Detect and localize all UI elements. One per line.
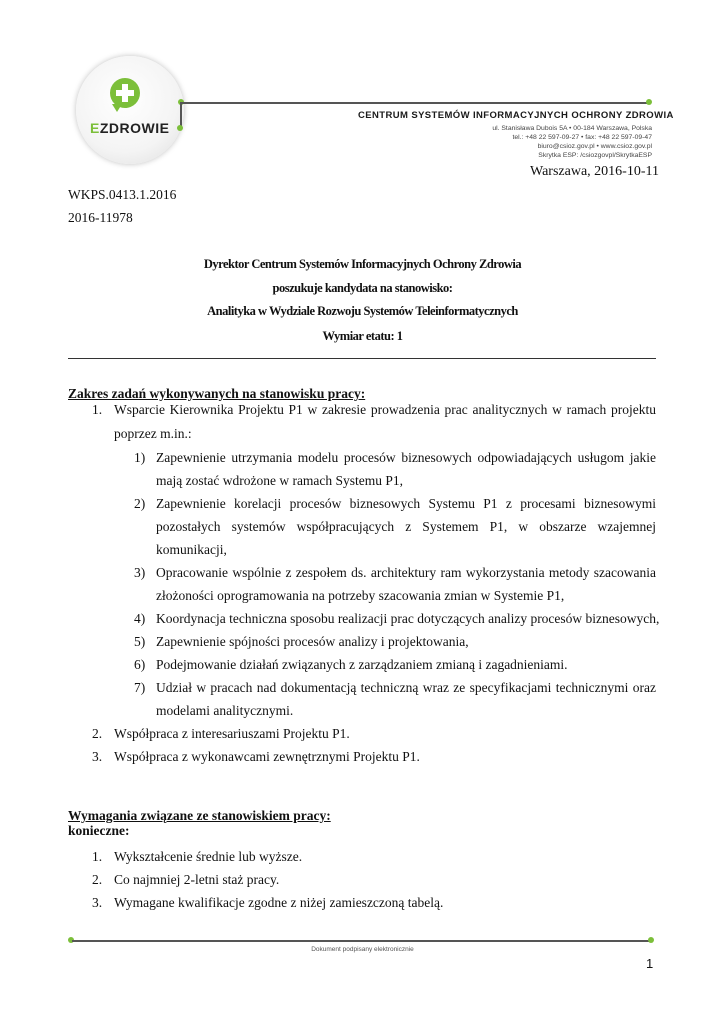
sublist-item-text: Udział w pracach nad dokumentacją techniczną wraz ze specyfikacjami technicznymi oraz <box>156 680 656 695</box>
heading-director: Dyrektor Centrum Systemów Informacyjnych Ochrony Zdrowia <box>203 257 522 271</box>
sublist-item-text: pozostałych systemów współpracujących z Systemem P1, w obszarze wzajemnej <box>156 519 656 534</box>
list-item-number: 3. <box>92 895 103 910</box>
list-item-number: 1. <box>92 402 103 417</box>
list-item-text: Wymagane kwalifikacje zgodne z niżej zamieszczoną tabelą. <box>114 895 444 910</box>
sublist-item-text: mają zostać wdrożone w ramach Systemu P1, <box>156 473 404 488</box>
heading-divider <box>68 358 656 359</box>
list-item-text: Współpraca z interesariuszami Projektu P1. <box>114 726 350 741</box>
sublist-item-number: 6) <box>134 657 146 672</box>
sublist-item-number: 3) <box>134 565 146 580</box>
sublist-item-text: Opracowanie wspólnie z zespołem ds. architektury ram wykorzystania metody szacowania <box>156 565 656 580</box>
heading-position: Analityka w Wydziale Rozwoju Systemów Teleinformatycznych <box>207 304 518 318</box>
list-item-text: poprzez m.in.: <box>114 426 192 441</box>
section-title-requirements: Wymagania związane ze stanowiskiem pracy: <box>68 808 331 823</box>
sublist-item-number: 7) <box>134 680 146 695</box>
sublist-item-text: złożoności oprogramowania na potrzeby szacowania zmian w Systemie P1, <box>156 588 565 603</box>
list-item-text: Współpraca z wykonawcami zewnętrznymi Projektu P1. <box>114 749 420 764</box>
case-number: 2016-11978 <box>68 210 133 225</box>
header-rule-vertical <box>180 102 182 127</box>
list-item-text: Wsparcie Kierownika Projektu P1 w zakresie prowadzenia prac analitycznych w ramach projektu <box>114 402 656 417</box>
logo-circle <box>76 56 184 164</box>
org-phone: tel.: +48 22 597-09-27 • fax: +48 22 597-09-47 <box>512 134 652 141</box>
ezdrowie-logo: EZDROWIE <box>90 120 170 136</box>
org-email-web: biuro@csioz.gov.pl • www.csioz.gov.pl <box>537 143 652 150</box>
heading-seeks: poszukuje kandydata na stanowisko: <box>272 281 453 295</box>
org-name: CENTRUM SYSTEMÓW INFORMACYJNYCH OCHRONY ZDROWIA <box>358 110 674 121</box>
list-item-number: 3. <box>92 749 103 764</box>
section-title-tasks: Zakres zadań wykonywanych na stanowisku pracy: <box>68 386 366 401</box>
sublist-item-text: modelami analitycznymi. <box>156 703 294 718</box>
footer-signature-note: Dokument podpisany elektronicznie <box>311 946 414 953</box>
sublist-item-number: 1) <box>134 450 146 465</box>
sublist-item-text: komunikacji, <box>156 542 227 557</box>
list-item-number: 1. <box>92 849 103 864</box>
header-line-dot-right <box>646 99 652 105</box>
list-item-text: Wykształcenie średnie lub wyższe. <box>114 849 303 864</box>
logo-speech-tail <box>112 104 122 112</box>
requirements-subtitle: konieczne: <box>68 823 130 838</box>
reference-number: WKPS.0413.1.2016 <box>68 187 177 202</box>
sublist-item-text: Koordynacja techniczna sposobu realizacji prac dotyczących analizy procesów biznesowych, <box>156 611 660 626</box>
list-item-text: Co najmniej 2-letni staż pracy. <box>114 872 280 887</box>
list-item-number: 2. <box>92 872 103 887</box>
org-address: ul. Stanisława Dubois 5A • 00-184 Warszawa, Polska <box>492 125 652 132</box>
sublist-item-number: 4) <box>134 611 146 626</box>
document-date: Warszawa, 2016-10-11 <box>530 164 659 179</box>
sublist-item-text: Zapewnienie utrzymania modelu procesów biznesowych odpowiadających usługom jakie <box>156 450 656 465</box>
org-contact-block <box>458 124 652 160</box>
footer-rule <box>72 940 650 942</box>
sublist-item-number: 5) <box>134 634 146 649</box>
heading-fte: Wymiar etatu: 1 <box>322 329 403 343</box>
footer-line-dot-right <box>648 937 654 943</box>
list-item-number: 2. <box>92 726 103 741</box>
header-line-dot-bottom <box>177 125 183 131</box>
sublist-item-number: 2) <box>134 496 146 511</box>
page-number: 1 <box>646 956 654 971</box>
sublist-item-text: Podejmowanie działań związanych z zarządzaniem zmianą i zagadnieniami. <box>156 657 568 672</box>
sublist-item-text: Zapewnienie spójności procesów analizy i projektowania, <box>156 634 469 649</box>
header-rule-top <box>182 102 650 104</box>
sublist-item-text: Zapewnienie korelacji procesów biznesowych Systemu P1 z procesami biznesowymi <box>156 496 656 511</box>
org-esp: Skrytka ESP: /csiozgovpl/SkrytkaESP <box>538 152 652 159</box>
